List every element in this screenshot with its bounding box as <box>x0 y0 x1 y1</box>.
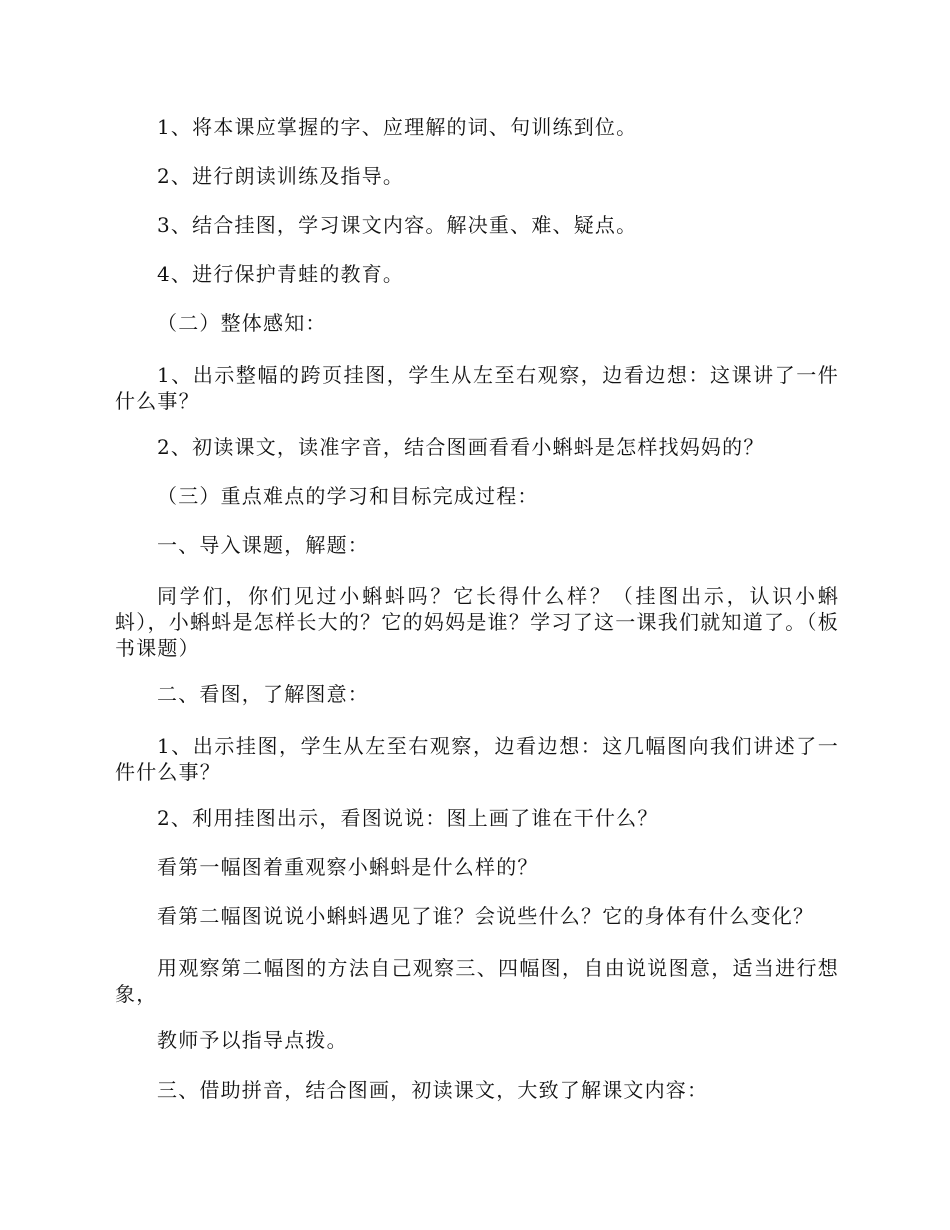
paragraph-12: 1、出示挂图，学生从左至右观察，边看边想：这几幅图向我们讲述了一件什么事？ <box>115 734 839 784</box>
paragraph-17: 教师予以指导点拨。 <box>157 1028 348 1052</box>
paragraph-7: 2、初读课文，读准字音，结合图画看看小蝌蚪是怎样找妈妈的？ <box>157 435 765 459</box>
paragraph-3: 3、结合挂图，学习课文内容。解决重、难、疑点。 <box>157 213 638 237</box>
subheading-introduction: 一、导入课题，解题： <box>157 533 369 557</box>
section-heading-key-points: （三）重点难点的学习和目标完成过程： <box>157 484 539 508</box>
section-heading-overall-perception: （二）整体感知： <box>157 311 327 335</box>
paragraph-2: 2、进行朗读训练及指导。 <box>157 164 405 188</box>
paragraph-4: 4、进行保护青蛙的教育。 <box>157 262 405 286</box>
paragraph-6: 1、出示整幅的跨页挂图，学生从左至右观察，边看边想：这课讲了一件什么事？ <box>115 363 839 413</box>
subheading-pinyin-reading: 三、借助拼音，结合图画，初读课文，大致了解课文内容： <box>157 1078 709 1102</box>
paragraph-16: 用观察第二幅图的方法自己观察三、四幅图，自由说说图意，适当进行想象， <box>115 956 839 1006</box>
paragraph-introduction-body: 同学们，你们见过小蝌蚪吗？它长得什么样？（挂图出示，认识小蝌蚪），小蝌蚪是怎样长大的？它的妈妈是谁？学习了这一课我们就知道了。（板书课题） <box>115 584 839 660</box>
paragraph-1: 1、将本课应掌握的字、应理解的词、句训练到位。 <box>157 115 638 139</box>
subheading-view-pictures: 二、看图，了解图意： <box>157 682 369 706</box>
paragraph-15: 看第二幅图说说小蝌蚪遇见了谁？会说些什么？它的身体有什么变化？ <box>157 904 815 928</box>
paragraph-14: 看第一幅图着重观察小蝌蚪是什么样的？ <box>157 855 539 879</box>
paragraph-13: 2、利用挂图出示，看图说说：图上画了谁在干什么？ <box>157 806 659 830</box>
